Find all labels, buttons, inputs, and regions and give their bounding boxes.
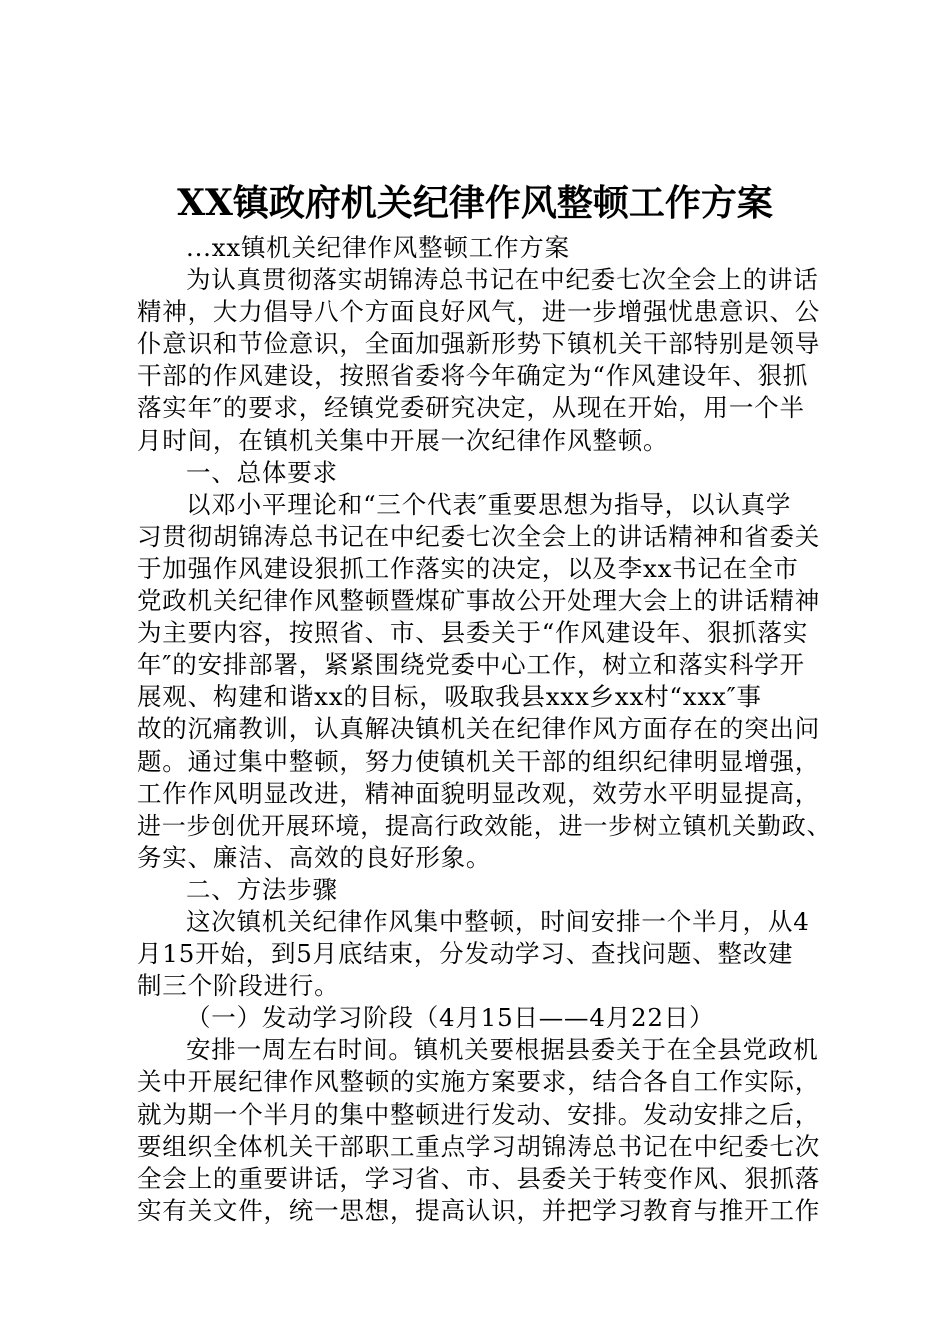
body-line: 以邓小平理论和“三个代表″重要思想为指导，以认真学 (186, 489, 792, 519)
body-line: 工作作风明显改进，精神面貌明显改观，效劳水平明显提高， (137, 778, 821, 808)
body-line: 展观、构建和谐xx的目标，吸取我县xxx乡xx村“xxx″事 (137, 682, 762, 712)
body-line: 要组织全体机关干部职工重点学习胡锦涛总书记在中纪委七次 (137, 1131, 821, 1161)
body-line: 这次镇机关纪律作风集中整顿，时间安排一个半月，从4 (186, 906, 810, 936)
body-line: 党政机关纪律作风整顿暨煤矿事故公开处理大会上的讲话精神 (137, 586, 821, 616)
body-line: 就为期一个半月的集中整顿进行发动、安排。发动安排之后， (137, 1099, 821, 1129)
body-line: 二、方法步骤 (186, 874, 338, 904)
body-line: 安排一周左右时间。镇机关要根据县委关于在全县党政机 (186, 1035, 819, 1065)
body-line: 故的沉痛教训，认真解决镇机关在纪律作风方面存在的突出问 (137, 714, 821, 744)
body-line: 月时间，在镇机关集中开展一次纪律作风整顿。 (137, 425, 669, 455)
document-title: XX镇政府机关纪律作风整顿工作方案 (177, 182, 773, 224)
body-line: 仆意识和节俭意识，全面加强新形势下镇机关干部特别是领导 (137, 329, 821, 359)
body-line: 题。通过集中整顿，努力使镇机关干部的组织纪律明显增强， (137, 746, 821, 776)
body-line: 习贯彻胡锦涛总书记在中纪委七次全会上的讲话精神和省委关 (137, 521, 821, 551)
body-line: （一）发动学习阶段（4月15日——4月22日） (186, 1003, 715, 1033)
body-line: 制三个阶段进行。 (137, 971, 340, 1001)
body-line: ...xx镇机关纪律作风整顿工作方案 (186, 233, 570, 262)
body-line: 全会上的重要讲话，学习省、市、县委关于转变作风、狠抓落 (137, 1163, 821, 1193)
document-body (137, 232, 837, 1227)
body-line: 一、总体要求 (186, 457, 338, 487)
body-line: 精神，大力倡导八个方面良好风气，进一步增强忧患意识、公 (137, 297, 821, 327)
body-line: 年″的安排部署，紧紧围绕党委中心工作，树立和落实科学开 (137, 650, 805, 680)
body-line: 关中开展纪律作风整顿的实施方案要求，结合各自工作实际， (137, 1067, 821, 1097)
body-line: 为认真贯彻落实胡锦涛总书记在中纪委七次全会上的讲话 (186, 265, 819, 295)
body-line: 月15开始，到5月底结束，分发动学习、查找问题、整改建 (137, 939, 794, 969)
body-line: 落实年″的要求，经镇党委研究决定，从现在开始，用一个半 (137, 393, 805, 423)
body-line: 务实、廉洁、高效的良好形象。 (137, 842, 492, 872)
body-line: 为主要内容，按照省、市、县委关于“作风建设年、狠抓落实 (137, 618, 809, 648)
body-line: 实有关文件，统一思想，提高认识，并把学习教育与推开工作 (137, 1195, 821, 1225)
body-line: 干部的作风建设，按照省委将今年确定为“作风建设年、狠抓 (137, 361, 809, 391)
body-line: 于加强作风建设狠抓工作落实的决定，以及李xx书记在全市 (137, 553, 799, 583)
body-line: 进一步创优开展环境，提高行政效能，进一步树立镇机关勤政、 (137, 811, 832, 840)
